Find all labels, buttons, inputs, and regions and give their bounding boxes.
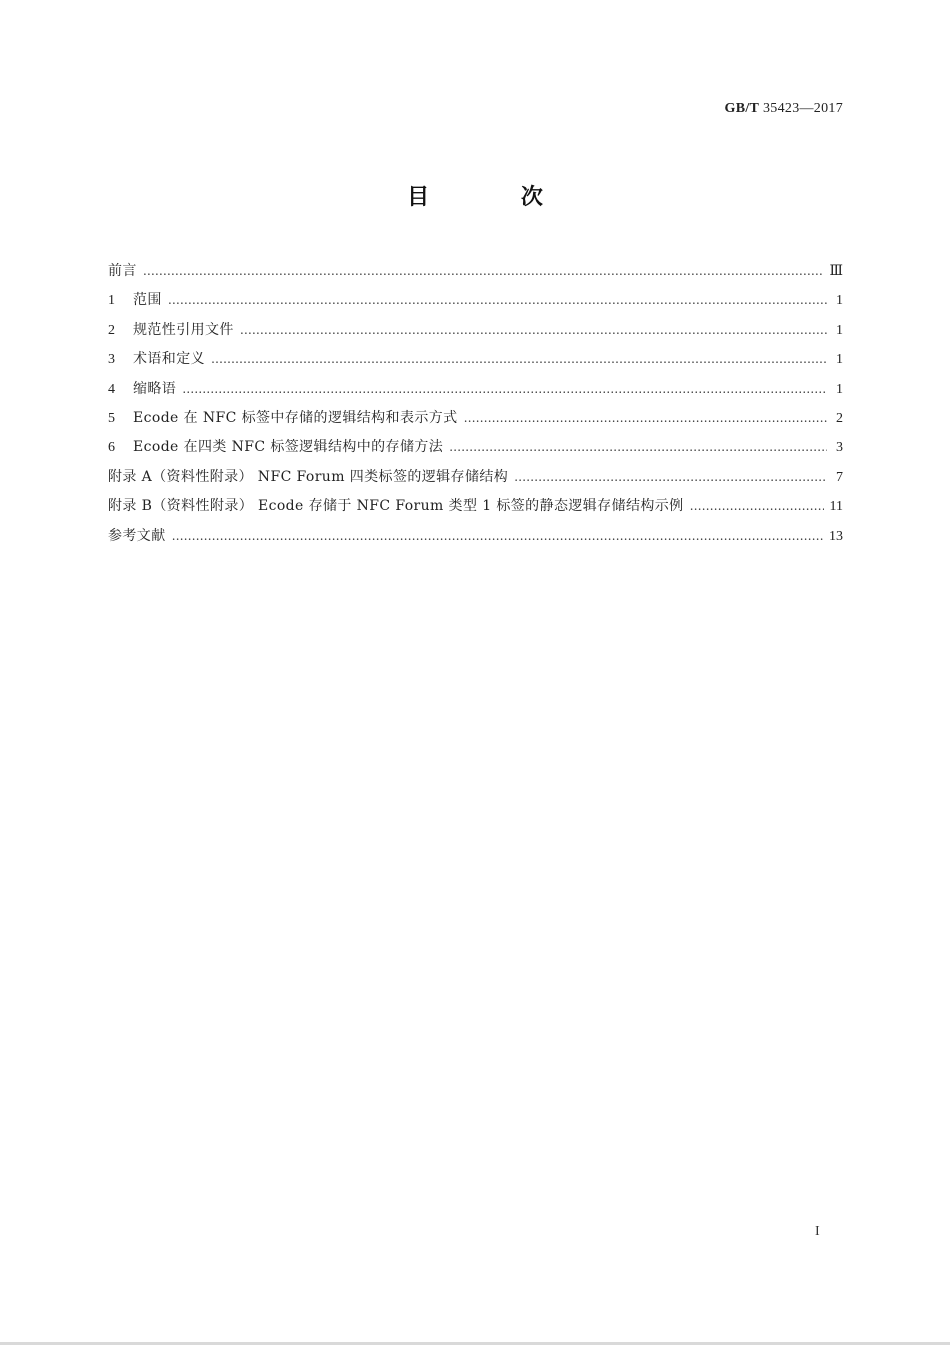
dot-leader [172, 524, 823, 548]
toc-entry-number: 2 [108, 322, 115, 338]
dot-leader [240, 318, 827, 342]
page-number: I [815, 1224, 820, 1239]
dot-leader [143, 259, 824, 283]
toc-entry-page: Ⅲ [829, 264, 843, 279]
toc-entry-text: 附录 A（资料性附录） NFC Forum 四类标签的逻辑存储结构 [108, 468, 509, 485]
toc-entry-page: 1 [836, 322, 843, 338]
toc-entry-number: 6 [108, 440, 115, 456]
toc-entry-text: 缩略语 [133, 380, 177, 397]
toc-entry-foreword[interactable] [108, 259, 843, 288]
toc-entry-page: 7 [836, 469, 843, 485]
toc-entry-scope[interactable] [108, 288, 843, 317]
dot-leader [514, 465, 827, 489]
dot-leader [182, 377, 827, 401]
dot-leader [168, 288, 827, 312]
table-of-contents [108, 259, 843, 553]
toc-entry-text: 附录 B（资料性附录） Ecode 存储于 NFC Forum 类型 1 标签的静态逻辑存储结构示例 [108, 498, 684, 515]
toc-entry-number: 5 [108, 410, 115, 426]
toc-entry-text: 规范性引用文件 [133, 321, 234, 338]
toc-entry-page: 11 [829, 499, 843, 515]
toc-entry-bibliography[interactable] [108, 524, 843, 553]
toc-entry-number: 3 [108, 352, 115, 368]
dot-leader [211, 347, 827, 371]
toc-entry-text: 术语和定义 [133, 351, 205, 368]
toc-entry-text: 范围 [133, 292, 162, 309]
toc-entry-annex-a[interactable] [108, 465, 843, 494]
toc-entry-text: Ecode 在四类 NFC 标签逻辑结构中的存储方法 [133, 439, 444, 456]
toc-entry-text: 前言 [108, 263, 137, 279]
standard-id: 35423—2017 [763, 101, 843, 116]
toc-entry-section-5[interactable] [108, 406, 843, 435]
toc-entry-page: 2 [836, 410, 843, 426]
toc-entry-normative-references[interactable] [108, 318, 843, 347]
toc-entry-number: 4 [108, 381, 115, 397]
toc-entry-terms-definitions[interactable] [108, 347, 843, 376]
dot-leader [464, 406, 827, 430]
toc-entry-annex-b[interactable] [108, 494, 843, 523]
toc-entry-text: Ecode 在 NFC 标签中存储的逻辑结构和表示方式 [133, 409, 458, 426]
dot-leader [690, 494, 824, 518]
toc-entry-page: 1 [836, 381, 843, 397]
toc-title: 目 次 [407, 185, 585, 210]
toc-entry-number: 1 [108, 293, 115, 309]
toc-entry-section-6[interactable] [108, 435, 843, 464]
standard-number [725, 101, 843, 117]
standard-code: GB/T [724, 101, 760, 116]
toc-entry-abbreviations[interactable] [108, 377, 843, 406]
toc-entry-page: 3 [836, 440, 843, 456]
toc-entry-text: 参考文献 [108, 527, 166, 544]
toc-entry-page: 1 [836, 293, 843, 309]
toc-entry-page: 13 [829, 528, 843, 544]
toc-entry-page: 1 [836, 352, 843, 368]
dot-leader [449, 435, 827, 459]
